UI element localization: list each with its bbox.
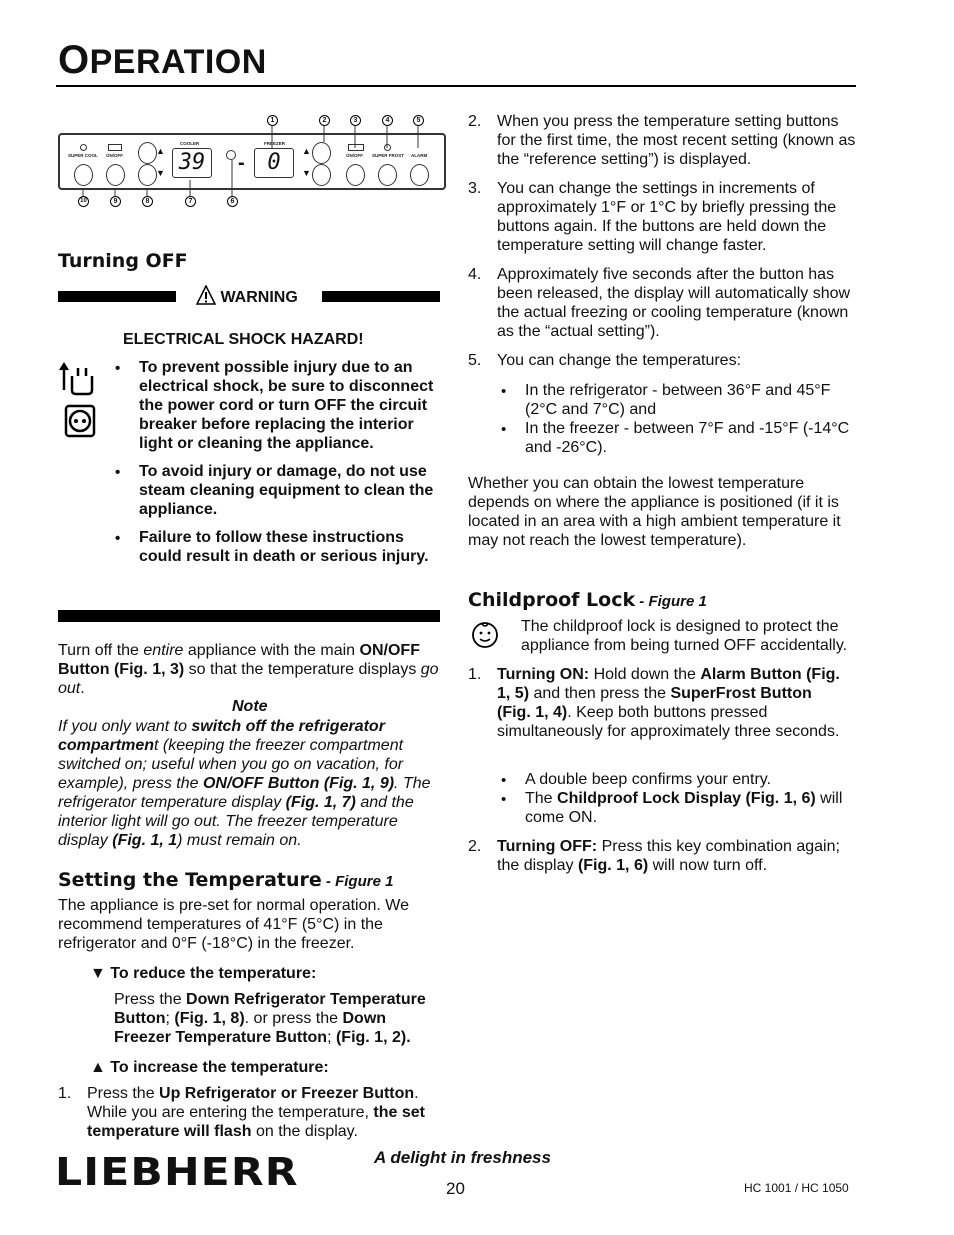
reduce-title: ▼ To reduce the temperature: xyxy=(90,965,317,982)
battery-icon xyxy=(108,144,122,151)
callout-4: 4 xyxy=(382,115,393,126)
warning-item: • To avoid injury or damage, do not use steam cleaning equipment to clean the appliance. xyxy=(111,462,447,519)
callout-10: 10 xyxy=(78,196,89,207)
setting-heading: Setting the Temperature - Figure 1 xyxy=(58,869,394,891)
warning-triangle-icon xyxy=(196,285,216,305)
down-arrow-icon: ▼ xyxy=(156,168,165,178)
down-triangle-icon: ▼ xyxy=(90,965,106,982)
increase-title: ▲ To increase the temperature: xyxy=(90,1059,329,1076)
childproof-lock-icon xyxy=(226,150,236,160)
warning-label xyxy=(196,285,298,307)
step-item: 5. You can change the temperatures: xyxy=(468,352,742,369)
child-face-icon xyxy=(470,620,500,650)
callout-2: 2 xyxy=(319,115,330,126)
warning-item: • To prevent possible injury due to an electrical shock, be sure to disconnect the power cord or turn OFF the circuit breaker before replacing the interior light or cleaning the appliance. xyxy=(111,358,447,453)
step-item: 2. When you press the temperature setting buttons for the first time, the most recent setting (known as the “reference setting”) is displayed. xyxy=(468,113,856,168)
battery-icon-2 xyxy=(348,144,364,151)
note-title: Note xyxy=(232,698,268,715)
step-item: 1. Press the Up Refrigerator or Freezer Button. While you are entering the temperature, the set temperature will flash on the display. xyxy=(58,1085,425,1140)
display-dash: - xyxy=(238,152,245,174)
reduce-paragraph: Press the Down Refrigerator Temperature Button; (Fig. 1, 8). or press the Down Freezer Temperature Button; (Fig. 1, 2). xyxy=(114,991,426,1046)
page-number: 20 xyxy=(446,1179,465,1198)
control-panel-figure xyxy=(58,112,448,212)
note-paragraph: If you only want to switch off the refrigerator compartment (keeping the freezer compartment switched on; useful when you go on vacation, for example), press the ON/OFF Button (Fig. 1, 9). The refrigerator temperature display (Fig. 1, 7) and the interior light will go out. The freezer temperature display (Fig. 1, 1) must remain on. xyxy=(58,718,431,849)
callout-6: 6 xyxy=(227,196,238,207)
childproof-heading: Childproof Lock - Figure 1 xyxy=(468,589,707,611)
callout-5: 5 xyxy=(413,115,424,126)
range-item: • In the refrigerator - between 36°F and 45°F (2°C and 7°C) and xyxy=(497,381,857,419)
callout-8: 8 xyxy=(142,196,153,207)
title-rule xyxy=(56,85,856,87)
warning-item: • Failure to follow these instructions could result in death or serious injury. xyxy=(111,528,447,566)
freezer-display: 0 xyxy=(254,148,294,178)
step-item: 4. Approximately five seconds after the button has been released, the display will automatically show the actual freezing or cooling temperature (known as the “actual setting”). xyxy=(468,266,851,340)
label-freezer: FREEZER xyxy=(264,141,286,146)
freezer-down-button[interactable] xyxy=(312,164,331,186)
model-number: HC 1001 / HC 1050 xyxy=(744,1181,849,1195)
callout-1: 1 xyxy=(267,115,278,126)
label-onoff-fridge: ON/OFF xyxy=(106,153,123,158)
turn-off-paragraph: Turn off the entire appliance with the main ON/OFF Button (Fig. 1, 3) so that the temperature displays go out. xyxy=(58,642,439,697)
childproof-intro: The childproof lock is designed to protect the appliance from being turned OFF accidentally. xyxy=(521,618,848,654)
label-onoff-freezer: ON/OFF xyxy=(346,153,363,158)
fridge-onoff-button[interactable] xyxy=(106,164,125,186)
freezer-onoff-button[interactable] xyxy=(346,164,365,186)
childproof-off-steps xyxy=(468,837,848,885)
hazard-title: ELECTRICAL SHOCK HAZARD! xyxy=(123,331,364,348)
tagline: A delight in freshness xyxy=(374,1148,551,1167)
setting-intro: The appliance is pre-set for normal operation. We recommend temperatures of 41°F (5°C) in the refrigerator and 0°F (-18°C) in the freezer. xyxy=(58,897,409,952)
down-arrow-icon-2: ▼ xyxy=(302,168,311,178)
fridge-display: 39 xyxy=(172,148,212,178)
page-title: OPERATION xyxy=(58,38,267,82)
callout-7: 7 xyxy=(185,196,196,207)
confirm-item: • A double beep confirms your entry. xyxy=(497,770,857,789)
callout-9: 9 xyxy=(110,196,121,207)
label-cooler: COOLER xyxy=(180,141,200,146)
step-item: 2. Turning OFF: Press this key combination again; the display (Fig. 1, 6) will now turn off. xyxy=(468,838,840,874)
turning-off-heading: Turning OFF xyxy=(58,250,188,272)
warning-list xyxy=(111,358,447,575)
unplug-icon xyxy=(58,360,102,442)
range-list xyxy=(497,381,857,457)
callout-3: 3 xyxy=(350,115,361,126)
warning-bar-left xyxy=(58,291,176,302)
childproof-on-steps xyxy=(468,665,848,751)
lowest-temp-paragraph: Whether you can obtain the lowest temperature depends on where the appliance is positioned (if it is located in an area with a high ambient temperature it may not reach the lowest temperature). xyxy=(468,475,841,549)
label-alarm: ALARM xyxy=(411,153,428,158)
confirm-item: • The Childproof Lock Display (Fig. 1, 6) will come ON. xyxy=(497,789,857,827)
warning-bar-right xyxy=(322,291,440,302)
temperature-steps xyxy=(468,112,860,380)
supercool-led xyxy=(80,144,87,151)
up-arrow-icon: ▲ xyxy=(156,146,165,156)
step-item: 3. You can change the settings in increments of approximately 1°F or 1°C by briefly pressing the buttons again. If the buttons are held down the temperature setting will change faster. xyxy=(468,180,837,254)
range-item: • In the freezer - between 7°F and -15°F (-14°C and -26°C). xyxy=(497,419,857,457)
increase-steps xyxy=(58,1084,444,1151)
label-superfrost: SUPER FROST xyxy=(372,153,405,158)
liebherr-logo: LIEBHERR xyxy=(55,1150,299,1194)
fridge-down-button[interactable] xyxy=(138,164,157,186)
freezer-up-button[interactable] xyxy=(312,142,331,164)
up-triangle-icon: ▲ xyxy=(90,1059,106,1076)
step-item: 1. Turning ON: Hold down the Alarm Button (Fig. 1, 5) and then press the SuperFrost Button (Fig. 1, 4). Keep both buttons pressed simultaneously for approximately three seconds. xyxy=(468,666,840,740)
superfrost-button[interactable] xyxy=(378,164,397,186)
supercool-button[interactable] xyxy=(74,164,93,186)
superfrost-led xyxy=(384,144,391,151)
confirm-list xyxy=(497,770,857,827)
label-supercool: SUPER COOL xyxy=(68,153,98,158)
alarm-button[interactable] xyxy=(410,164,429,186)
warning-bottom-bar xyxy=(58,610,440,622)
fridge-up-button[interactable] xyxy=(138,142,157,164)
up-arrow-icon-2: ▲ xyxy=(302,146,311,156)
warning-text: WARNING xyxy=(220,289,298,306)
